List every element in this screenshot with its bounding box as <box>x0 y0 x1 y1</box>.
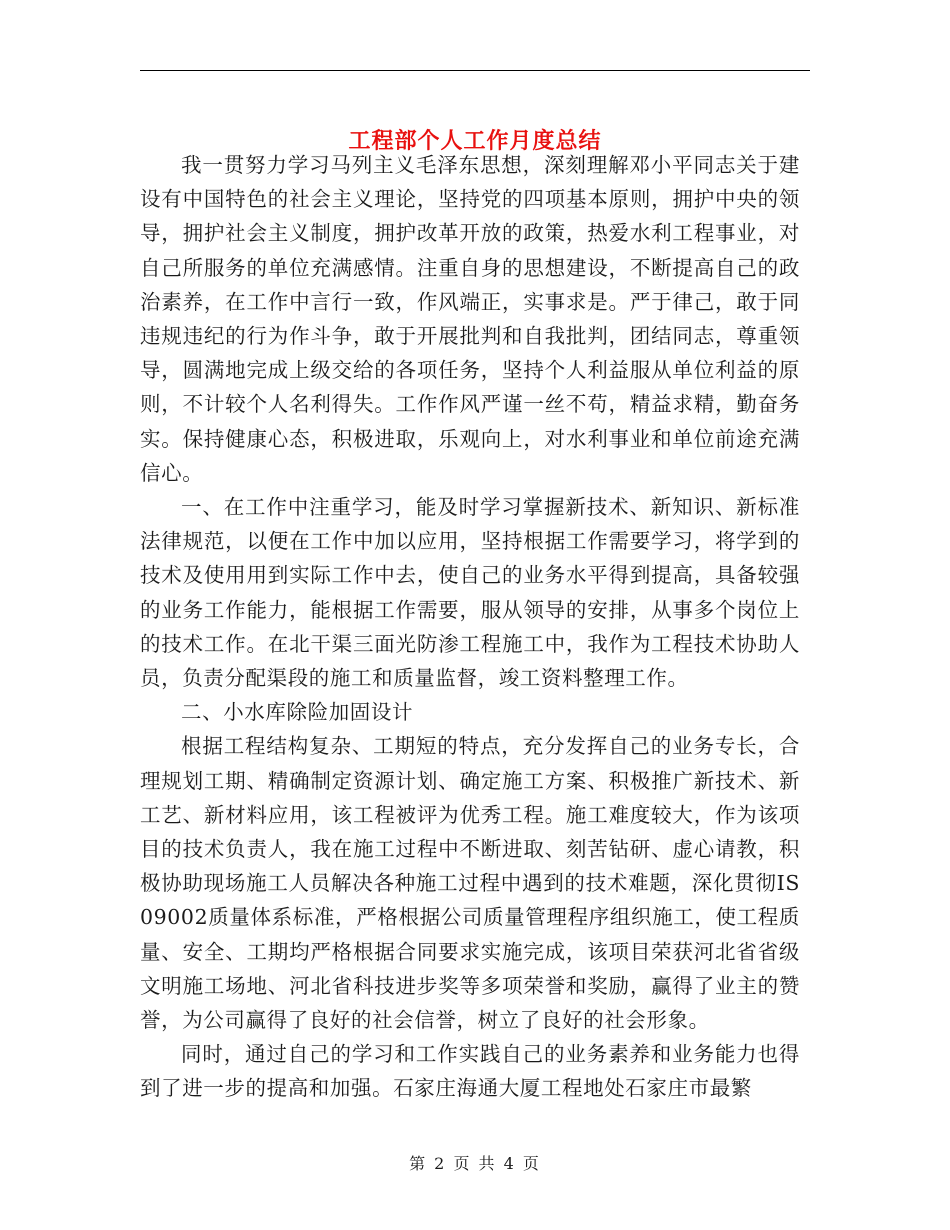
document-body <box>140 148 800 1106</box>
page-number: 第 2 页 共 4 页 <box>409 1154 541 1173</box>
header-rule <box>140 70 810 71</box>
paragraph-section-1: 一、在工作中注重学习，能及时学习掌握新技术、新知识、新标准法律规范，以便在工作中加以应用，坚持根据工作需要学习，将学到的技术及使用用到实际工作中去，使自己的业务水平得到提高，具备较强的业务工作能力，能根据工作需要，服从领导的安排，从事多个岗位上的技术工作。在北干渠三面光防渗工程施工中，我作为工程技术协助人员，负责分配渠段的施工和质量监督，竣工资料整理工作。 <box>140 495 800 691</box>
section-heading-2: 二、小水库除险加固设计 <box>181 700 414 725</box>
paragraph-section-2: 根据工程结构复杂、工期短的特点，充分发挥自己的业务专长，合理规划工期、精确制定资源计划、确定施工方案、积极推广新技术、新工艺、新材料应用，该工程被评为优秀工程。施工难度较大，作为该项目的技术负责人，我在施工过程中不断进取、刻苦钻研、虚心请教，积极协助现场施工人员解决各种施工过程中遇到的技术难题，深化贯彻IS09002质量体系标准，严格根据公司质量管理程序组织施工，使工程质量、安全、工期均严格根据合同要求实施完成，该项目荣获河北省省级文明施工场地、河北省科技进步奖等多项荣誉和奖励，赢得了业主的赞誉，为公司赢得了良好的社会信誉，树立了良好的社会形象。 <box>140 734 800 1033</box>
paragraph-intro: 我一贯努力学习马列主义毛泽东思想，深刻理解邓小平同志关于建设有中国特色的社会主义理论，坚持党的四项基本原则，拥护中央的领导，拥护社会主义制度，拥护改革开放的政策，热爱水利工程事业，对自己所服务的单位充满感情。注重自身的思想建设，不断提高自己的政治素养，在工作中言行一致，作风端正，实事求是。严于律己，敢于同违规违纪的行为作斗争，敢于开展批判和自我批判，团结同志，尊重领导，圆满地完成上级交给的各项任务，坚持个人利益服从单位利益的原则，不计较个人名利得失。工作作风严谨一丝不苟，精益求精，勤奋务实。保持健康心态，积极进取，乐观向上，对水利事业和单位前途充满信心。 <box>140 153 800 485</box>
paragraph-continuation: 同时，通过自己的学习和工作实践自己的业务素养和业务能力也得到了进一步的提高和加强。石家庄海通大厦工程地处石家庄市最繁 <box>140 1042 800 1101</box>
document-title: 工程部个人工作月度总结 <box>348 127 602 154</box>
